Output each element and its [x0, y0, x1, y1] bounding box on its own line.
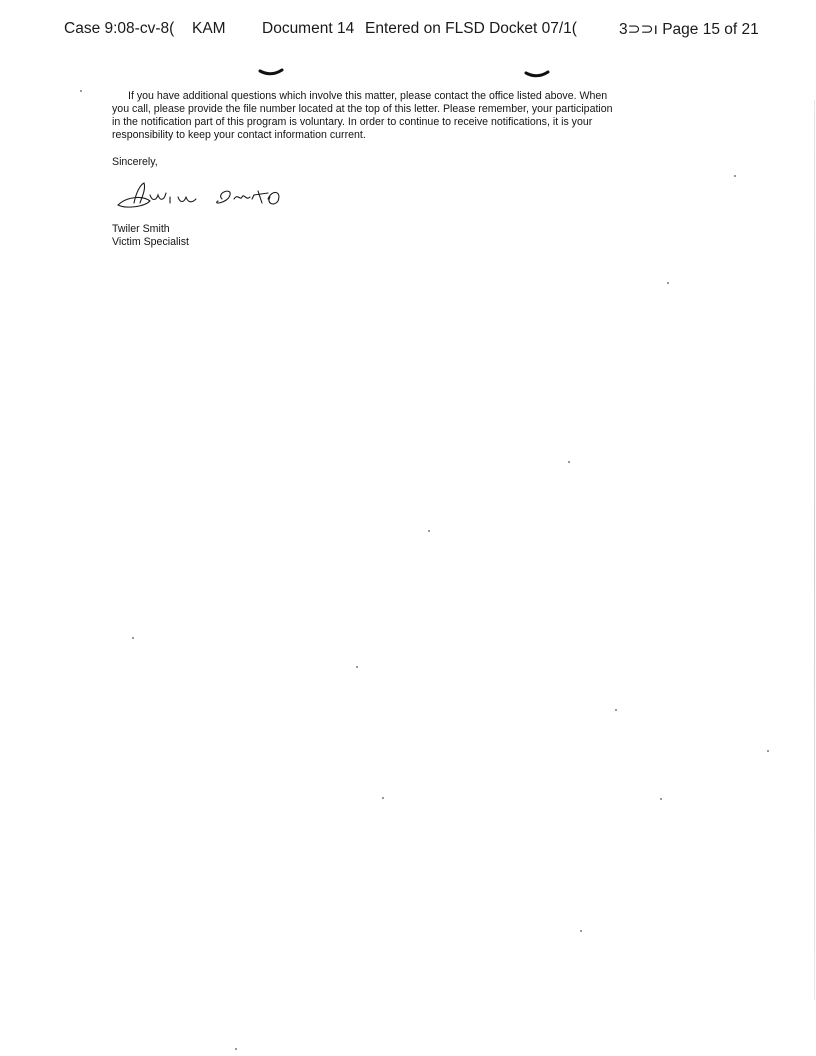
scan-speck [660, 798, 662, 800]
signer-title: Victim Specialist [112, 236, 189, 248]
paragraph-line: If you have additional questions which involve this matter, please contact the office listed above. When [128, 90, 608, 102]
scan-speck [767, 750, 769, 752]
judge-initials: KAM [192, 20, 226, 37]
letter-body [112, 90, 692, 249]
scan-speck [568, 461, 570, 463]
paragraph-line: responsibility to keep your contact information current. [112, 129, 366, 141]
scan-speck [667, 282, 669, 284]
document-number: Document 14 [262, 20, 355, 37]
handwritten-signature [112, 177, 292, 213]
paragraph-line: you call, please provide the file number located at the top of this letter. Please remember, your participation [112, 103, 613, 115]
closing-paragraph [112, 90, 692, 142]
signer-name: Twiler Smith [112, 223, 170, 235]
ink-mark-right [524, 70, 550, 80]
closing-salutation: Sincerely, [112, 156, 158, 168]
scan-speck [80, 90, 82, 92]
paragraph-line: in the notification part of this program is voluntary. In order to continue to receive notifications, it is your [112, 116, 593, 128]
scan-speck [235, 1048, 237, 1050]
case-header [64, 20, 764, 40]
scan-speck [356, 666, 358, 668]
scan-speck [615, 709, 617, 711]
scan-speck [580, 930, 582, 932]
scan-edge [814, 100, 815, 1000]
page-number: 3⊃⊃ı Page 15 of 21 [619, 21, 759, 38]
ink-mark-left [258, 68, 284, 78]
scan-speck [382, 797, 384, 799]
scan-speck [132, 637, 134, 639]
scan-speck [734, 175, 736, 177]
scan-speck [428, 530, 430, 532]
docket-entry: Entered on FLSD Docket 07/1( [365, 20, 577, 37]
case-number: Case 9:08-cv-8( [64, 20, 175, 37]
